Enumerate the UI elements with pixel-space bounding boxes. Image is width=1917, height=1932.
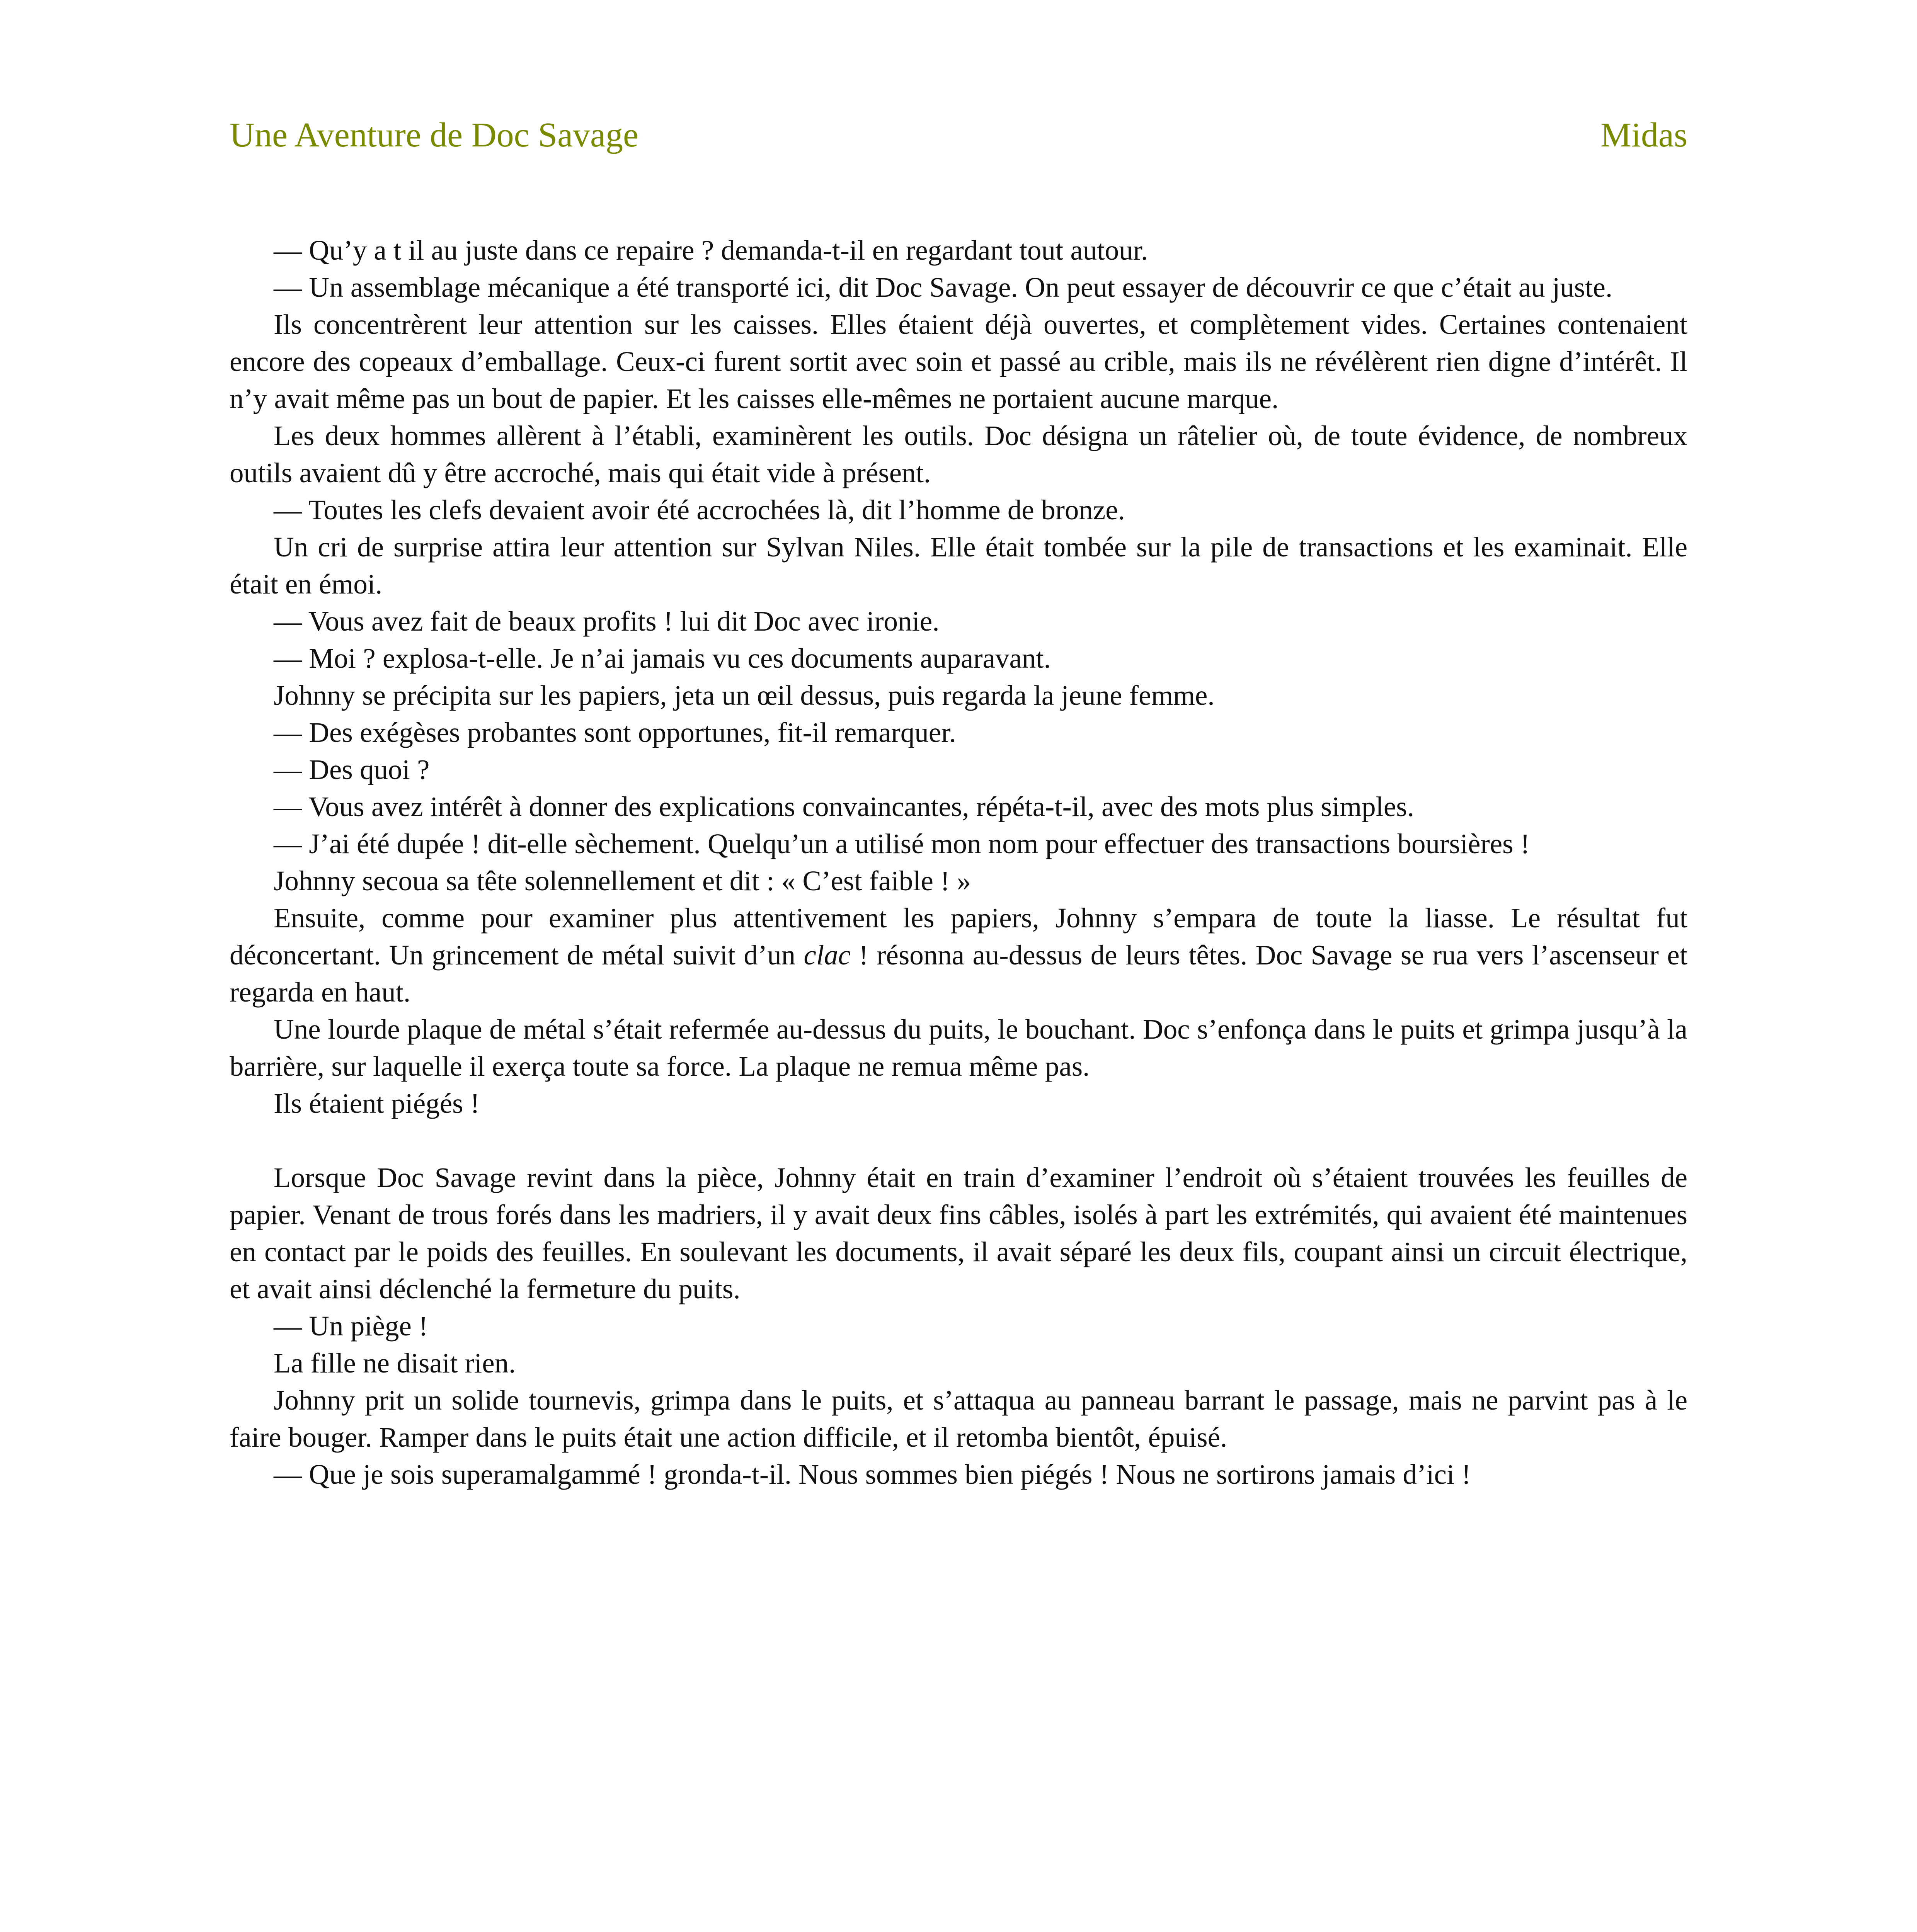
paragraph: — Des quoi ?: [274, 754, 430, 785]
body-text: [230, 232, 1687, 1493]
header-series-title: Une Aventure de Doc Savage: [230, 116, 638, 154]
paragraph: — Un piège !: [274, 1310, 428, 1342]
paragraph: Johnny secoua sa tête solennellement et dit : « C’est faible ! »: [274, 865, 971, 896]
paragraph: Une lourde plaque de métal s’était refermée au-dessus du puits, le bouchant. Doc s’enfonça dans le puits et grimpa jusqu’à la barrière, sur laquelle il exerça toute sa force. La plaque ne remua même pas.: [230, 1014, 1687, 1082]
running-header: [230, 115, 1687, 158]
paragraph: — Que je sois superamalgammé ! gronda-t-il. Nous sommes bien piégés ! Nous ne sortirons jamais d’ici !: [274, 1459, 1471, 1490]
paragraph: — Moi ? explosa-t-elle. Je n’ai jamais vu ces documents auparavant.: [274, 643, 1051, 674]
paragraph-text: Ensuite, comme pour examiner plus attentivement les papiers, Johnny s’empara de toute la liasse. Le résultat fut déconcertant. Un grincement de métal suivit d’un: [230, 902, 1687, 971]
paragraph: Les deux hommes allèrent à l’établi, examinèrent les outils. Doc désigna un râtelier où, de toute évidence, de nombreux outils avaient dû y être accroché, mais qui était vide à présent.: [230, 420, 1687, 488]
paragraph: — Qu’y a t il au juste dans ce repaire ? demanda-t-il en regardant tout autour.: [274, 235, 1148, 266]
header-book-title: Midas: [1600, 116, 1687, 154]
paragraph-text: ! résonna au-dessus de leurs têtes. Doc Savage se rua vers l’ascenseur et regarda en haut.: [230, 939, 1687, 1008]
paragraph: [230, 900, 1687, 1011]
paragraph: — Vous avez intérêt à donner des explications convaincantes, répéta-t-il, avec des mots plus simples.: [274, 791, 1414, 822]
paragraph: — J’ai été dupée ! dit-elle sèchement. Quelqu’un a utilisé mon nom pour effectuer des transactions boursières !: [274, 828, 1530, 859]
paragraph: Johnny se précipita sur les papiers, jeta un œil dessus, puis regarda la jeune femme.: [274, 680, 1215, 711]
paragraph: — Toutes les clefs devaient avoir été accrochées là, dit l’homme de bronze.: [274, 494, 1125, 526]
paragraph: Johnny prit un solide tournevis, grimpa dans le puits, et s’attaqua au panneau barrant le passage, mais ne parvint pas à le faire bouger. Ramper dans le puits était une action difficile, et il retomba bientôt, épuisé.: [230, 1384, 1687, 1453]
paragraph: — Vous avez fait de beaux profits ! lui dit Doc avec ironie.: [274, 605, 940, 637]
paragraph: Ils étaient piégés !: [274, 1088, 480, 1119]
paragraph: — Des exégèses probantes sont opportunes, fit-il remarquer.: [274, 717, 956, 748]
paragraph: La fille ne disait rien.: [274, 1347, 516, 1379]
onomatopoeia: clac: [804, 939, 851, 971]
section-break: [230, 1122, 1687, 1159]
paragraph: Un cri de surprise attira leur attention sur Sylvan Niles. Elle était tombée sur la pile de transactions et les examinait. Elle était en émoi.: [230, 531, 1687, 600]
paragraph: Lorsque Doc Savage revint dans la pièce, Johnny était en train d’examiner l’endroit où s’étaient trouvées les feuilles de papier. Venant de trous forés dans les madriers, il y avait deux fins câbles, isolés à part les extrémités, qui avaient été maintenues en contact par le poids des feuilles. En soulevant les documents, il avait séparé les deux fils, coupant ainsi un circuit électrique, et avait ainsi déclenché la fermeture du puits.: [230, 1162, 1687, 1304]
paragraph: — Un assemblage mécanique a été transporté ici, dit Doc Savage. On peut essayer de découvrir ce que c’était au juste.: [274, 272, 1613, 303]
paragraph: Ils concentrèrent leur attention sur les caisses. Elles étaient déjà ouvertes, et complètement vides. Certaines contenaient encore des copeaux d’emballage. Ceux-ci furent sortit avec soin et passé au crible, mais ils ne révélèrent rien digne d’intérêt. Il n’y avait même pas un bout de papier. Et les caisses elle-mêmes ne portaient aucune marque.: [230, 309, 1687, 414]
